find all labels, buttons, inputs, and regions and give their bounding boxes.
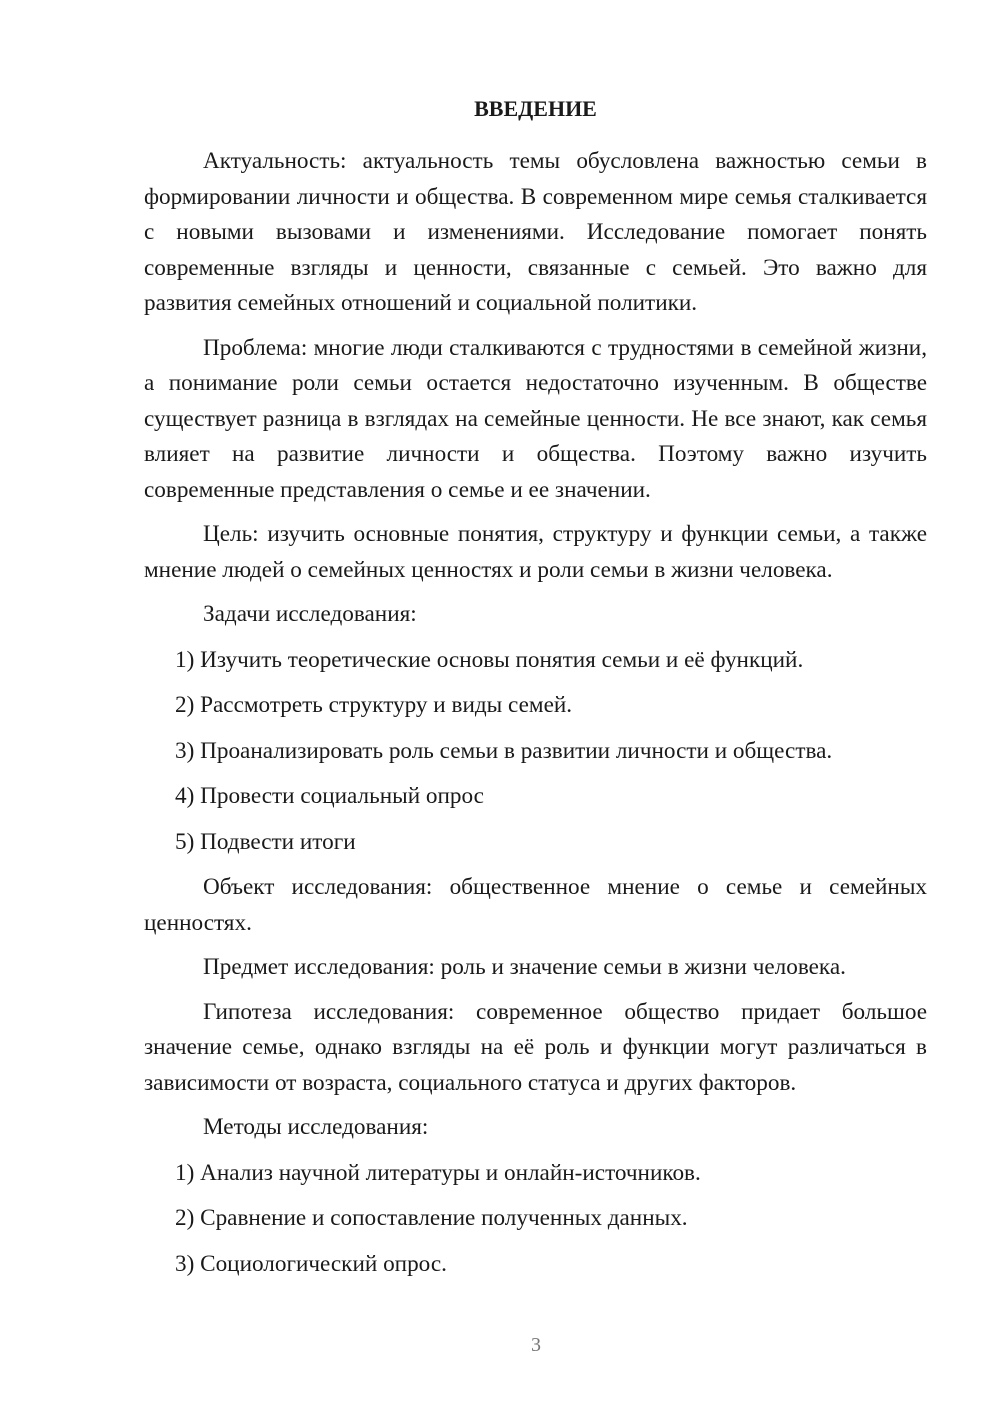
page-title: ВВЕДЕНИЕ (474, 96, 597, 121)
object-paragraph: Объект исследования: общественное мнение о семье и семейных ценностях. (144, 874, 927, 936)
page-number: 3 (531, 1334, 541, 1356)
task-item: 1) Изучить теоретические основы понятия семьи и её функций. (175, 646, 804, 673)
method-item: 2) Сравнение и сопоставление полученных данных. (175, 1205, 688, 1231)
relevance-paragraph: Актуальность: актуальность темы обусловлена важностью семьи в формировании личности и общества. В современном мире семья сталкивается с новыми вызовами и изменениями. Исследование помогает понять современные взгляды и ценности, связанные с семьей. Это важно для развития семейных отношений и социальной политики. (144, 148, 927, 316)
tasks-heading: Задачи исследования: (203, 601, 417, 627)
subject-paragraph: Предмет исследования: роль и значение семьи в жизни человека. (203, 954, 846, 980)
task-item: 5) Подвести итоги (175, 828, 356, 855)
methods-heading: Методы исследования: (203, 1114, 429, 1140)
method-item: 1) Анализ научной литературы и онлайн-источников. (175, 1159, 701, 1186)
problem-paragraph: Проблема: многие люди сталкиваются с трудностями в семейной жизни, а понимание роли семьи остается недостаточно изученным. В обществе существует разница в взглядах на семейные ценности. Не все знают, как семья влияет на развитие личности и общества. Поэтому важно изучить современные представления о семье и ее значении. (144, 334, 927, 503)
method-item: 3) Социологический опрос. (175, 1250, 447, 1277)
hypothesis-paragraph: Гипотеза исследования: современное общество придает большое значение семье, однако взгляды на её роль и функции могут различаться в зависимости от возраста, социального статуса и других факторов. (144, 998, 927, 1096)
goal-paragraph: Цель: изучить основные понятия, структуру и функции семьи, а также мнение людей о семейных ценностях и роли семьи в жизни человека. (144, 521, 927, 583)
page-content (144, 92, 927, 1292)
task-item: 2) Рассмотреть структуру и виды семей. (175, 692, 573, 718)
task-item: 4) Провести социальный опрос (175, 783, 484, 809)
tasks-list (144, 643, 927, 861)
methods-list (144, 1156, 927, 1283)
task-item: 3) Проанализировать роль семьи в развитии личности и общества. (175, 737, 833, 764)
